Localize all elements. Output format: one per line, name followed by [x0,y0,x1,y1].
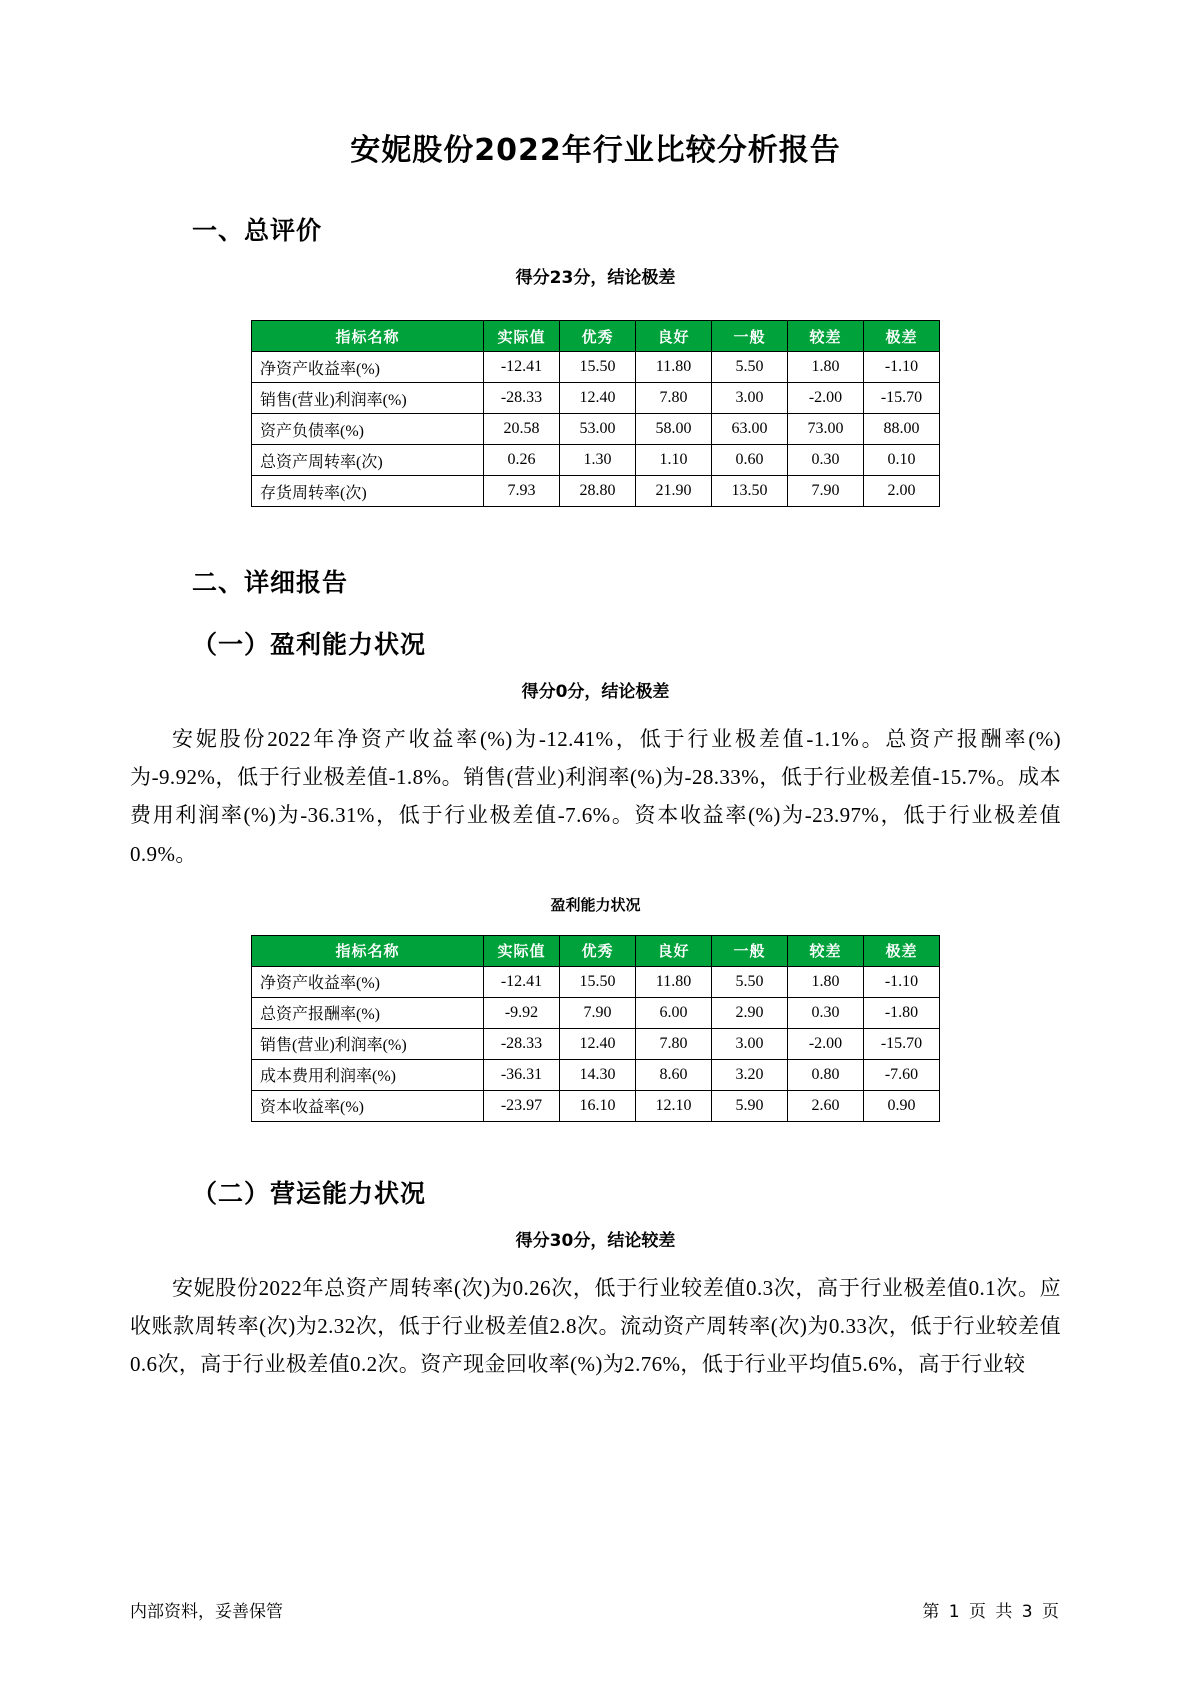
column-header: 极差 [864,321,940,352]
column-header: 一般 [712,935,788,966]
cell-value: 2.00 [864,476,940,507]
cell-metric-name: 总资产报酬率(%) [252,997,484,1028]
table-row [252,997,940,1028]
cell-value: 7.90 [788,476,864,507]
cell-value: 7.80 [636,1028,712,1059]
cell-value: -2.00 [788,383,864,414]
cell-value: -15.70 [864,383,940,414]
cell-value: 13.50 [712,476,788,507]
overall-score-line: 得分23分，结论极差 [515,268,676,288]
cell-value: 73.00 [788,414,864,445]
column-header: 实际值 [484,321,560,352]
cell-value: -9.92 [484,997,560,1028]
cell-value: 14.30 [560,1059,636,1090]
cell-value: 3.00 [712,383,788,414]
cell-value: 3.00 [712,1028,788,1059]
cell-value: 15.50 [560,352,636,383]
page-footer [130,1597,1061,1622]
column-header: 一般 [712,321,788,352]
column-header: 较差 [788,935,864,966]
cell-value: -23.97 [484,1090,560,1121]
cell-value: 53.00 [560,414,636,445]
cell-value: 0.90 [864,1090,940,1121]
cell-value: 0.10 [864,445,940,476]
table-row [252,383,940,414]
profitability-paragraph: 安妮股份2022年净资产收益率(%)为-12.41%，低于行业极差值-1.1%。总资产报酬率(%)为-9.92%，低于行业极差值-1.8%。销售(营业)利润率(%)为-28.33%，低于行业极差值-15.7%。成本费用利润率(%)为-36.31%，低于行业极差值-7.6%。资本收益率(%)为-23.97%，低于行业极差值0.9%。 [130,727,1061,866]
heading-detailed-report: 二、详细报告 [192,568,349,597]
page-title: 安妮股份2022年行业比较分析报告 [350,133,841,168]
cell-value: 11.80 [636,966,712,997]
cell-value: 0.60 [712,445,788,476]
cell-value: 5.90 [712,1090,788,1121]
cell-value: 2.60 [788,1090,864,1121]
table-header-row [252,321,940,352]
cell-value: 5.50 [712,966,788,997]
footer-left-text: 内部资料，妥善保管 [130,1602,283,1622]
cell-value: -1.80 [864,997,940,1028]
cell-value: 28.80 [560,476,636,507]
cell-metric-name: 资产负债率(%) [252,414,484,445]
profitability-table-caption: 盈利能力状况 [550,895,641,914]
column-header: 良好 [636,935,712,966]
cell-metric-name: 成本费用利润率(%) [252,1059,484,1090]
heading-operation: （二）营运能力状况 [192,1178,427,1208]
profitability-score-line: 得分0分，结论极差 [521,682,670,702]
cell-value: 7.93 [484,476,560,507]
cell-value: -15.70 [864,1028,940,1059]
cell-value: 7.80 [636,383,712,414]
cell-value: 3.20 [712,1059,788,1090]
table-row [252,1059,940,1090]
heading-overall-evaluation: 一、总评价 [192,216,323,245]
heading-profitability: （一）盈利能力状况 [192,630,427,659]
cell-value: 1.30 [560,445,636,476]
column-header: 较差 [788,321,864,352]
column-header: 优秀 [560,935,636,966]
cell-value: -7.60 [864,1059,940,1090]
operation-paragraph: 安妮股份2022年总资产周转率(次)为0.26次，低于行业较差值0.3次，高于行业极差值0.1次。应收账款周转率(次)为2.32次，低于行业极差值2.8次。流动资产周转率(次)为0.33次，低于行业较差值0.6次，高于行业极差值0.2次。资产现金回收率(%)为2.76%，低于行业平均值5.6%，高于行业较 [130,1275,1061,1377]
table-row [252,352,940,383]
cell-value: -28.33 [484,383,560,414]
cell-value: 58.00 [636,414,712,445]
cell-value: 12.10 [636,1090,712,1121]
table-row [252,966,940,997]
cell-value: 7.90 [560,997,636,1028]
table-row [252,476,940,507]
cell-value: 1.80 [788,352,864,383]
footer-page-number: 第 1 页 共 3 页 [922,1602,1061,1622]
column-header: 极差 [864,935,940,966]
column-header: 优秀 [560,321,636,352]
profitability-table-wrapper [130,935,1061,1122]
overall-table-wrapper [130,320,1061,507]
cell-value: 11.80 [636,352,712,383]
cell-value: 63.00 [712,414,788,445]
cell-value: -36.31 [484,1059,560,1090]
operation-score-line: 得分30分，结论较差 [515,1230,676,1251]
column-header: 良好 [636,321,712,352]
cell-metric-name: 销售(营业)利润率(%) [252,383,484,414]
cell-value: 12.40 [560,1028,636,1059]
cell-value: -12.41 [484,352,560,383]
cell-value: 21.90 [636,476,712,507]
cell-value: 0.26 [484,445,560,476]
cell-value: -1.10 [864,966,940,997]
cell-metric-name: 净资产收益率(%) [252,966,484,997]
cell-value: 2.90 [712,997,788,1028]
cell-value: 6.00 [636,997,712,1028]
cell-value: -28.33 [484,1028,560,1059]
cell-value: 15.50 [560,966,636,997]
cell-value: 0.80 [788,1059,864,1090]
cell-value: -12.41 [484,966,560,997]
cell-metric-name: 总资产周转率(次) [252,445,484,476]
cell-value: 0.30 [788,997,864,1028]
table-header-row [252,935,940,966]
table-row [252,1090,940,1121]
cell-value: 5.50 [712,352,788,383]
cell-value: 12.40 [560,383,636,414]
column-header: 指标名称 [252,935,484,966]
cell-value: -2.00 [788,1028,864,1059]
cell-metric-name: 资本收益率(%) [252,1090,484,1121]
cell-metric-name: 存货周转率(次) [252,476,484,507]
profitability-metrics-table [251,935,940,1122]
table-row [252,1028,940,1059]
cell-value: 16.10 [560,1090,636,1121]
cell-value: 1.80 [788,966,864,997]
column-header: 实际值 [484,935,560,966]
table-row [252,445,940,476]
cell-value: 0.30 [788,445,864,476]
cell-value: 88.00 [864,414,940,445]
overall-metrics-table [251,320,940,507]
table-row [252,414,940,445]
column-header: 指标名称 [252,321,484,352]
cell-metric-name: 销售(营业)利润率(%) [252,1028,484,1059]
cell-value: -1.10 [864,352,940,383]
cell-metric-name: 净资产收益率(%) [252,352,484,383]
cell-value: 20.58 [484,414,560,445]
cell-value: 1.10 [636,445,712,476]
cell-value: 8.60 [636,1059,712,1090]
